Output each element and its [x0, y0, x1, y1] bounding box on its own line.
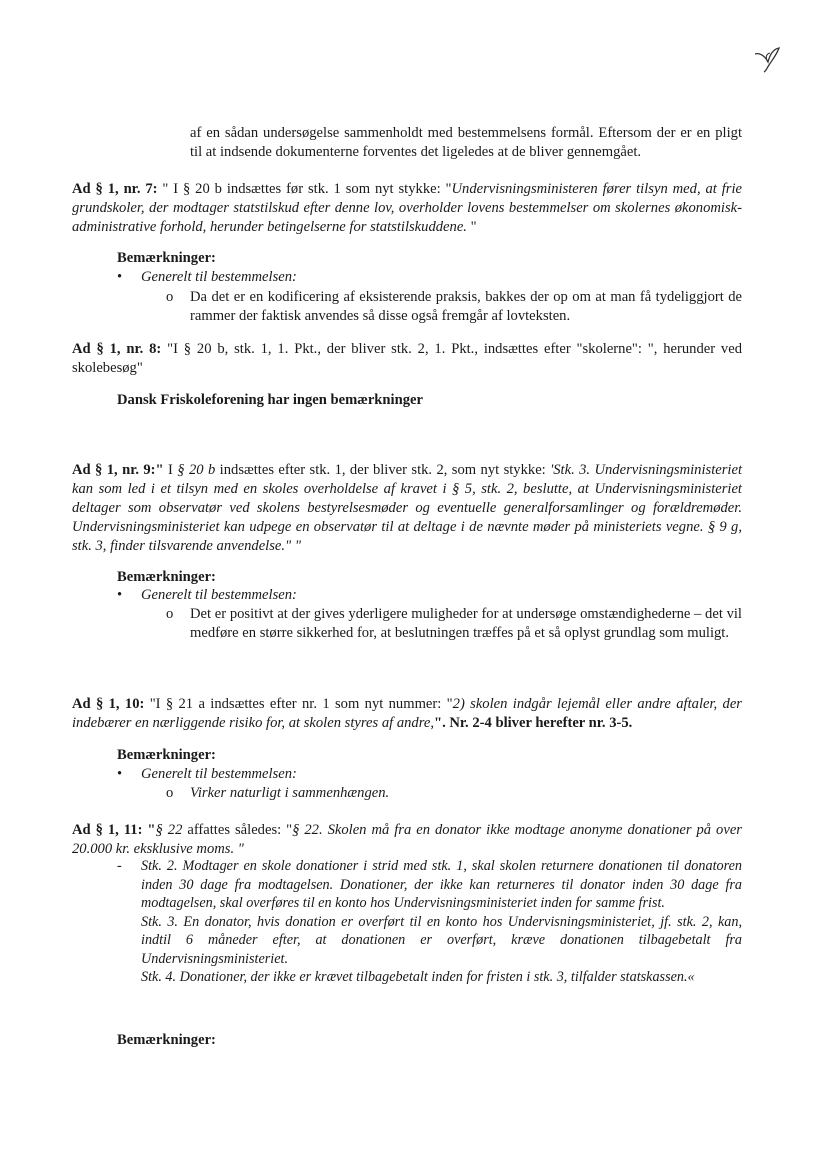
remarks-heading: Bemærkninger:	[117, 250, 216, 266]
stk-4-text: Stk. 4. Donationer, der ikke er krævet tilbagebetalt inden for fristen i stk. 3, tilfalder statskassen.«	[141, 969, 695, 985]
remarks-heading: Bemærkninger:	[117, 747, 216, 763]
quoted-law-text: Undervisningsministeren fører tilsyn med, at frie grundskoler, der modtager statstilskud efter denne lov, overholder lovens bestemmelser om skolernes økonomisk-administrative forhold, herunder betingelserne for statstilskuddene.	[72, 181, 742, 235]
bullet-general: • Generelt til bestemmelsen:	[117, 269, 297, 285]
section-nr-7: Ad § 1, nr. 7: " I § 20 b indsættes før stk. 1 som nyt stykke: "Undervisningsministeren fører tilsyn med, at frie grundskoler, der modtager statstilskud efter denne lov, overholder lovens bestemmelser om skolernes økonomisk-administrative forhold, herunder betingelserne for statstilskuddene. "	[72, 181, 742, 235]
section-nr-9: Ad § 1, nr. 9:" I § 20 b indsættes efter stk. 1, der bliver stk. 2, som nyt stykke: 'Stk. 3. Undervisningsministeriet kan som led i et tilsyn med en skoles overholdelse af kravet i § 5, stk. 2, beslutte, at Undervisningsministeriet deltager som observatør ved skolens bestyrelsesmøder og eventuelle generalforsamlinger og forældremøder. Undervisningsministeriet kan udpege en observatør til at deltage i de nævnte møder på ministeriets vegne. § 9 g, stk. 3, finder tilsvarende anvendelse." "	[72, 462, 743, 554]
section-label: Ad § 1, nr. 7:	[72, 181, 158, 197]
section-nr-8: Ad § 1, nr. 8: "I § 20 b, stk. 1, 1. Pkt., der bliver stk. 2, 1. Pkt., indsættes efter "skolerne": ", herunder ved skolebesøg"	[72, 341, 742, 376]
section-nr-11: Ad § 1, 11: "§ 22 affattes således: "§ 22. Skolen må fra en donator ikke modtage anonyme donationer på over 20.000 kr. eksklusive moms. "	[72, 822, 742, 857]
remarks-heading: Bemærkninger:	[117, 569, 216, 585]
section-label: Ad § 1, nr. 8:	[72, 341, 162, 357]
section-label: Ad § 1, 10:	[72, 696, 145, 712]
section-nr-10: Ad § 1, 10: "I § 21 a indsættes efter nr. 1 som nyt nummer: "2) skolen indgår lejemål eller andre aftaler, der indebærer en nærliggende risiko for, at skolen styres af andre,". Nr. 2-4 bliver herefter nr. 3-5.	[72, 696, 742, 731]
stk-2-text: Stk. 2. Modtager en skole donationer i strid med stk. 1, skal skolen returnere donationen til donatoren inden 30 dage fra modtagelsen. Donationer, der ikke kan returneres til donator inden 30 dage fra modtagelsen, skal overføres til en konto hos Undervisningsministeriet inden for samme frist.	[141, 858, 742, 911]
quoted-law-text: 2) skolen indgår lejemål eller andre aftaler, der indebærer en nærliggende risiko for, at skolen styres af andre,	[72, 696, 742, 731]
quoted-law-text: § 22. Skolen må fra en donator ikke modtage anonyme donationer på over 20.000 kr. eksklusive moms. "	[72, 822, 742, 857]
stk-2-item: - Stk. 2. Modtager en skole donationer i strid med stk. 1, skal skolen returnere donationen til donatoren inden 30 dage fra modtagelsen. Donationer, der ikke kan returneres til donator inden 30 dage fra modtagelsen, skal overføres til en konto hos Undervisningsministeriet inden for samme frist. Stk. 3. En donator, hvis donation er overført til en konto hos Undervisningsministeriet, jf. stk. 2, kan, indtil 6 måneder efter, at donationen er overført, kræve donationen tilbagebetalt fra Undervisningsministeriet. Stk. 4. Donationer, der ikke er krævet tilbagebetalt inden for fristen i stk. 3, tilfalder statskassen.«	[117, 858, 742, 985]
comment-nr-7: o Da det er en kodificering af eksisterende praksis, bakkes der op om at man få tydeliggjort de rammer der faktisk anvendes så disse også fremgår af lovteksten.	[166, 289, 742, 324]
stk-3-text: Stk. 3. En donator, hvis donation er overført til en konto hos Undervisningsministeriet, jf. stk. 2, kan, indtil 6 måneder efter, at donationen er overført, kræve donationen tilbagebetalt fra Undervisningsministeriet.	[141, 913, 742, 967]
bullet-general: • Generelt til bestemmelsen:	[117, 587, 297, 603]
comment-nr-10: o Virker naturligt i sammenhængen.	[166, 785, 390, 801]
handwritten-check-mark-icon	[752, 44, 782, 74]
comment-nr-8: Dansk Friskoleforening har ingen bemærkninger	[117, 392, 423, 408]
intro-paragraph: af en sådan undersøgelse sammenholdt med bestemmelsens formål. Eftersom der er en pligt til at indsende dokumenterne forventes det ligeledes at de bliver gennemgået.	[190, 125, 742, 160]
quoted-law-text: 'Stk. 3. Undervisningsministeriet kan som led i et tilsyn med en skoles overholdelse af kravet i § 5, stk. 2, beslutte, at Undervisningsministeriet deltager som observatør ved skolens bestyrelsesmøder og eventuelle generalforsamlinger og forældremøder. Undervisningsministeriet kan udpege en observatør til at deltage i de nævnte møder på ministeriets vegne. § 9 g, stk. 3, finder tilsvarende anvendelse." "	[72, 462, 743, 554]
section-label: Ad § 1, nr. 9:"	[72, 462, 164, 478]
bullet-general: • Generelt til bestemmelsen:	[117, 766, 297, 782]
remarks-heading: Bemærkninger:	[117, 1032, 216, 1048]
section-label: Ad § 1, 11: "	[72, 822, 156, 838]
comment-nr-9: o Det er positivt at der gives yderligere muligheder for at undersøge omstændighederne – det vil medføre en større sikkerhed for, at beslutningen træffes på et så oplyst grundlag som muligt.	[166, 606, 742, 641]
